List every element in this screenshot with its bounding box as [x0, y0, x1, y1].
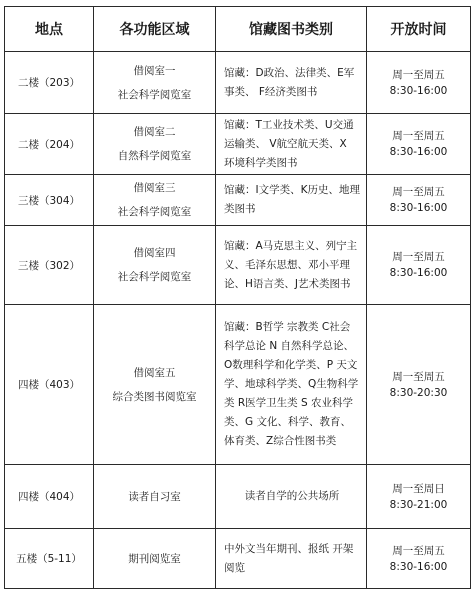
open-days: 周一至周五 — [392, 251, 445, 263]
open-hours-cell — [367, 465, 471, 529]
location-cell: 三楼（302） — [5, 226, 94, 305]
area-cell — [94, 226, 216, 305]
table-row — [5, 529, 471, 589]
header-open-hours: 开放时间 — [367, 7, 471, 52]
location-cell: 二楼（204） — [5, 114, 94, 175]
location-cell: 四楼（403） — [5, 305, 94, 465]
location-cell: 四楼（404） — [5, 465, 94, 529]
open-hours-cell — [367, 305, 471, 465]
table-row — [5, 305, 471, 465]
area-type: 自然科学阅览室 — [117, 150, 192, 162]
area-type: 社会科学阅览室 — [117, 88, 192, 101]
open-time: 8:30-16:00 — [389, 267, 448, 279]
table-row — [5, 226, 471, 305]
area-name: 借阅室二 — [133, 126, 176, 138]
area-cell — [94, 175, 216, 226]
book-categories-cell: 读者自学的公共场所 — [216, 465, 367, 529]
area-name: 读者自习室 — [128, 490, 181, 503]
location-cell: 三楼（304） — [5, 175, 94, 226]
open-days: 周一至周五 — [392, 544, 445, 557]
area-type: 社会科学阅览室 — [117, 271, 192, 283]
open-hours-cell — [367, 529, 471, 589]
book-categories-cell: 馆藏：D政治、法律类、E军事类、 F经济类图书 — [216, 52, 367, 114]
open-hours-cell — [367, 226, 471, 305]
header-row — [5, 7, 471, 52]
area-name: 借阅室五 — [133, 366, 176, 379]
book-categories-cell: 馆藏：I文学类、K历史、地理类图书 — [216, 175, 367, 226]
open-time: 8:30-16:00 — [389, 560, 448, 573]
header-location: 地点 — [5, 7, 94, 52]
table-row — [5, 114, 471, 175]
area-cell — [94, 305, 216, 465]
open-time: 8:30-16:00 — [389, 84, 448, 97]
area-cell — [94, 529, 216, 589]
header-book-categories: 馆藏图书类别 — [216, 7, 367, 52]
area-cell — [94, 52, 216, 114]
open-time: 8:30-21:00 — [389, 498, 448, 511]
book-categories-cell: 中外文当年期刊、报纸 开架阅览 — [216, 529, 367, 589]
open-days: 周一至周五 — [392, 186, 445, 198]
book-categories-cell: 馆藏：A马克思主义、列宁主义、毛泽东思想、邓小平理论、H语言类、J艺术类图书 — [216, 226, 367, 305]
book-categories-cell: 馆藏：T工业技术类、U交通运输类、 V航空航天类、X 环境科学类图书 — [216, 114, 367, 175]
area-name: 借阅室三 — [133, 182, 176, 194]
open-hours-cell — [367, 52, 471, 114]
open-days: 周一至周五 — [392, 130, 445, 142]
table-row — [5, 52, 471, 114]
library-schedule-table — [4, 6, 471, 589]
open-days: 周一至周日 — [392, 482, 445, 495]
location-cell: 二楼（203） — [5, 52, 94, 114]
area-cell — [94, 114, 216, 175]
location-cell: 五楼（5-11） — [5, 529, 94, 589]
area-type: 社会科学阅览室 — [117, 206, 192, 218]
open-time: 8:30-16:00 — [389, 202, 448, 214]
open-time: 8:30-20:30 — [389, 386, 448, 399]
area-name: 借阅室一 — [133, 64, 176, 77]
open-hours-cell — [367, 114, 471, 175]
open-time: 8:30-16:00 — [389, 146, 448, 158]
area-type: 综合类图书阅览室 — [112, 390, 197, 403]
open-days: 周一至周五 — [392, 68, 445, 81]
open-hours-cell — [367, 175, 471, 226]
area-name: 期刊阅览室 — [128, 552, 181, 565]
area-cell — [94, 465, 216, 529]
table-row — [5, 175, 471, 226]
open-days: 周一至周五 — [392, 370, 445, 383]
header-area: 各功能区域 — [94, 7, 216, 52]
area-name: 借阅室四 — [133, 247, 176, 259]
book-categories-cell: 馆藏：B哲学 宗教类 C社会科学总论 N 自然科学总论、O数理科学和化学类、P 天文学、地球科学类、Q生物科学类 R医学卫生类 S 农业科学类、G 文化、科学、教育、体育类、Z综合性图书类 — [216, 305, 367, 465]
table-row — [5, 465, 471, 529]
